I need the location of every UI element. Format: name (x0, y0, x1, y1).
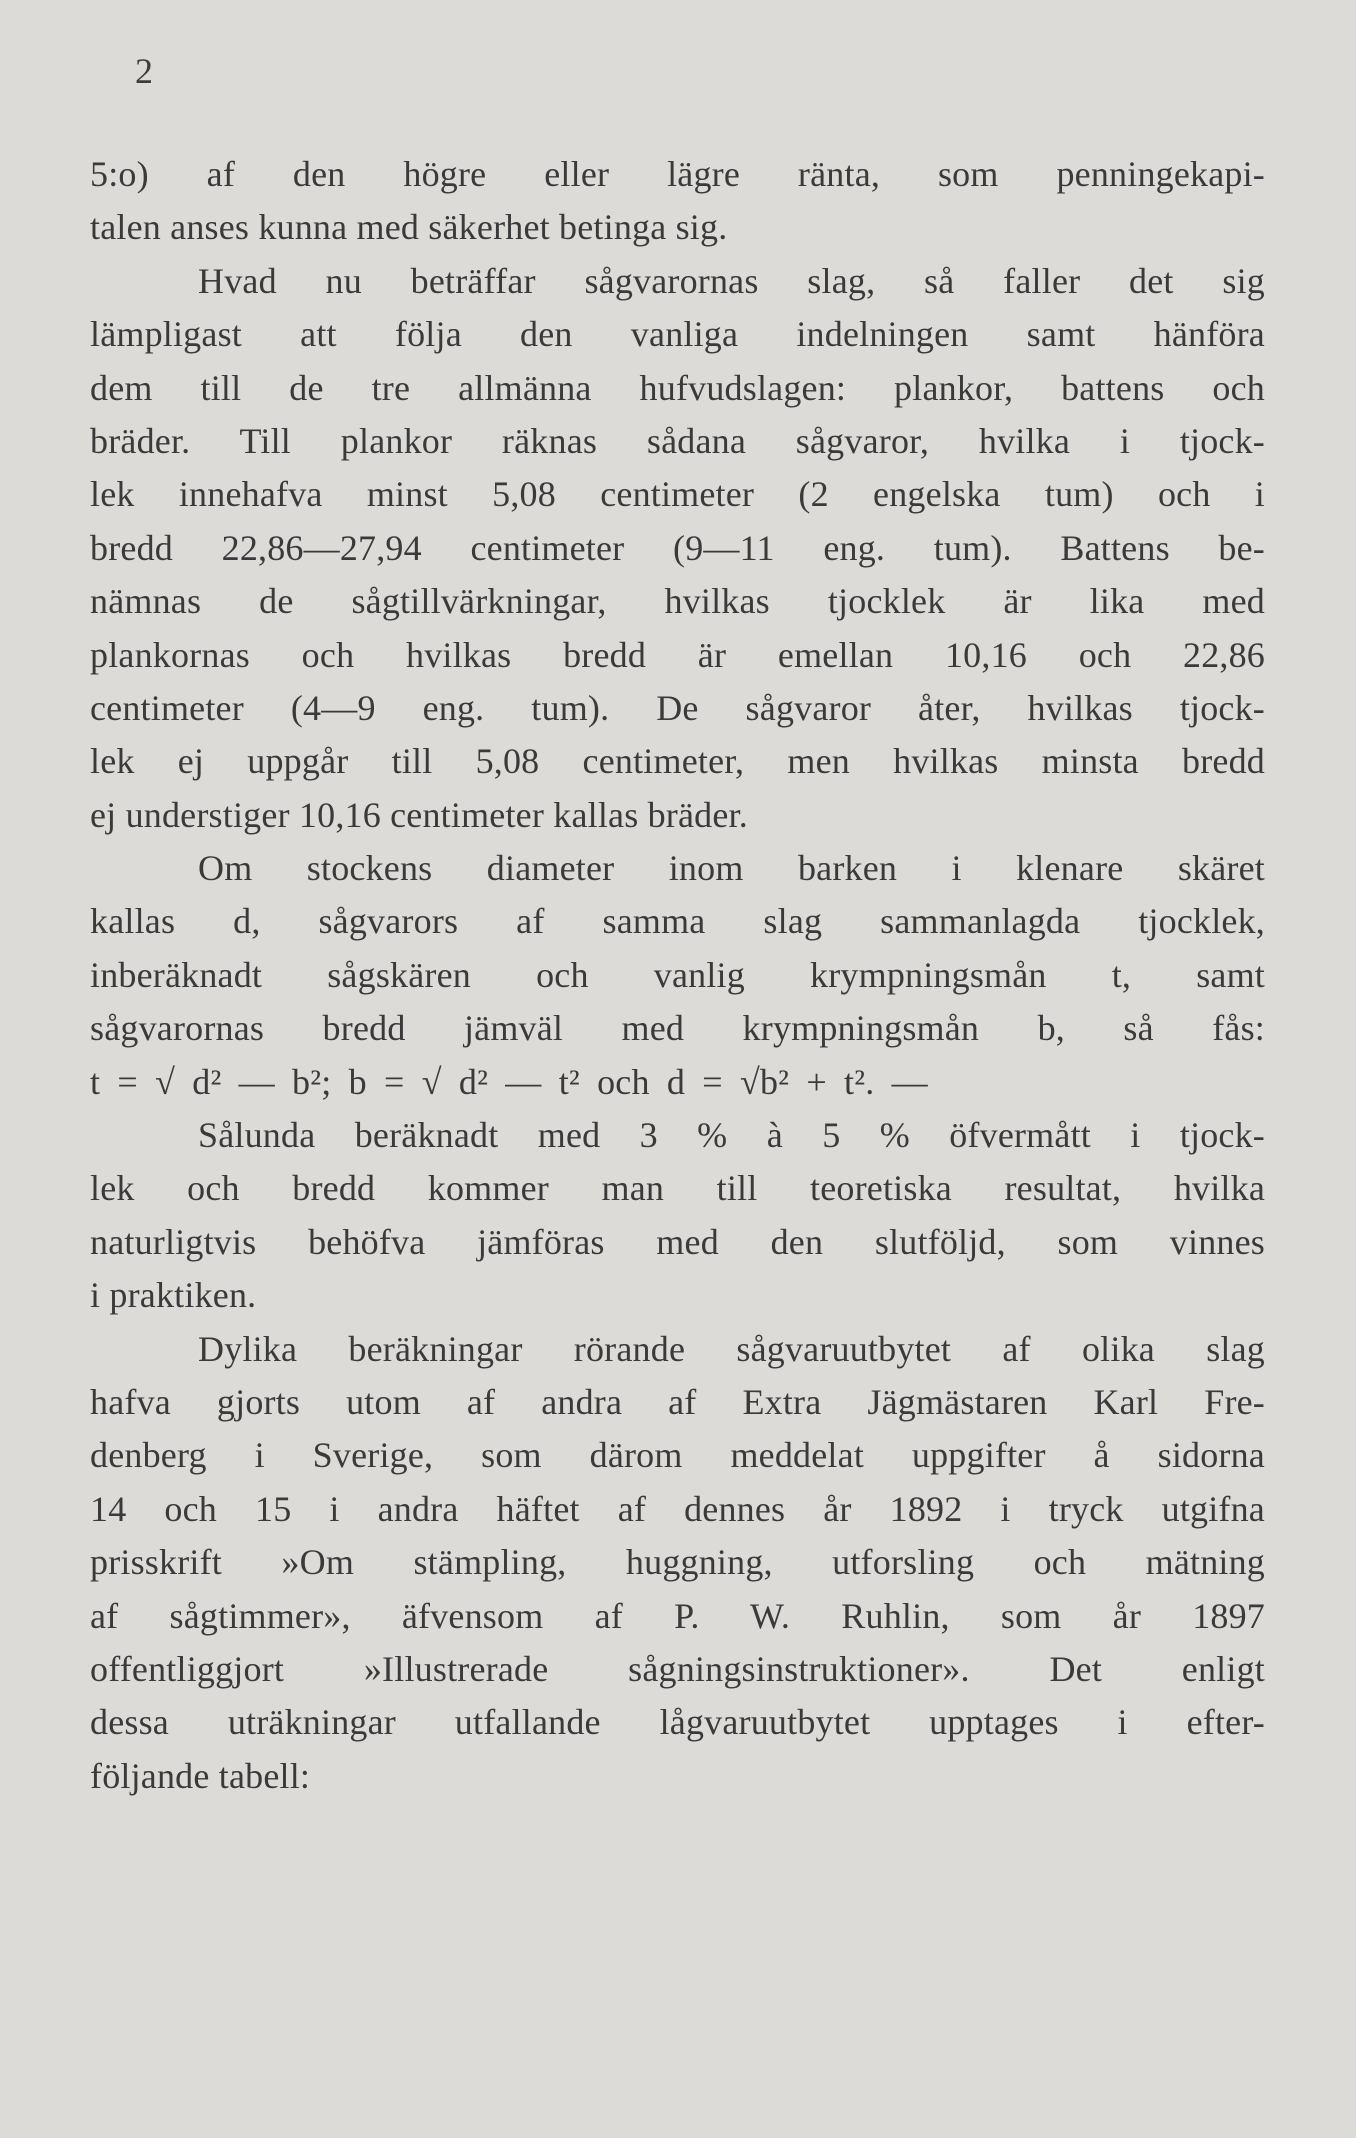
text-line: hafva gjorts utom af andra af Extra Jägmästaren Karl Fre- (90, 1381, 1265, 1422)
text-line: ej understiger 10,16 centimeter kallas bräder. (90, 794, 748, 835)
text-line: dessa uträkningar utfallande lågvaruutbytet upptages i efter- (90, 1702, 1265, 1743)
text-line: 14 och 15 i andra häftet af dennes år 1892 i tryck utgifna (90, 1488, 1265, 1529)
text-line: nämnas de sågtillvärkningar, hvilkas tjocklek är lika med (90, 581, 1265, 622)
text-line: i praktiken. (90, 1275, 257, 1316)
text-line: bredd 22,86—27,94 centimeter (9—11 eng. tum). Battens be- (90, 527, 1265, 568)
text-line: prisskrift »Om stämpling, huggning, utforsling och mätning (90, 1542, 1265, 1583)
text-line: talen anses kunna med säkerhet betinga sig. (90, 207, 728, 248)
text-line: af sågtimmer», äfvensom af P. W. Ruhlin, som år 1897 (90, 1595, 1265, 1636)
text-line: lek ej uppgår till 5,08 centimeter, men hvilkas minsta bredd (90, 741, 1265, 782)
text-line: Sålunda beräknadt med 3 % à 5 % öfvermått i tjock- (198, 1115, 1265, 1156)
text-line: naturligtvis behöfva jämföras med den slutföljd, som vinnes (90, 1221, 1265, 1262)
text-line: inberäknadt sågskären och vanlig krympningsmån t, samt (90, 954, 1265, 995)
text-line: följande tabell: (90, 1755, 311, 1796)
text-line: sågvarornas bredd jämväl med krympningsmån b, så fås: (90, 1008, 1265, 1049)
text-line: bräder. Till plankor räknas sådana sågvaror, hvilka i tjock- (90, 420, 1265, 461)
text-line: 5:o) af den högre eller lägre ränta, som penningekapi- (90, 154, 1265, 194)
text-line: centimeter (4—9 eng. tum). De sågvaror åter, hvilkas tjock- (90, 687, 1265, 728)
text-line: offentliggjort »Illustrerade sågningsinstruktioner». Det enligt (90, 1648, 1265, 1689)
body-text (90, 148, 1265, 1803)
text-line: plankornas och hvilkas bredd är emellan 10,16 och 22,86 (90, 634, 1265, 675)
text-line: lek innehafva minst 5,08 centimeter (2 engelska tum) och i (90, 474, 1265, 515)
text-line: lek och bredd kommer man till teoretiska resultat, hvilka (90, 1168, 1265, 1209)
page-number: 2 (135, 51, 153, 91)
formula-line: t = √ d² — b²; b = √ d² — t² och d = √b² + t². — (90, 1061, 928, 1102)
text-line: Om stockens diameter inom barken i klenare skäret (198, 848, 1265, 889)
text-line: lämpligast att följa den vanliga indelningen samt hänföra (90, 314, 1265, 355)
text-line: Dylika beräkningar rörande sågvaruutbytet af olika slag (198, 1328, 1265, 1369)
text-line: kallas d, sågvarors af samma slag sammanlagda tjocklek, (90, 901, 1265, 942)
text-line: denberg i Sverige, som därom meddelat uppgifter å sidorna (90, 1435, 1265, 1476)
text-line: dem till de tre allmänna hufvudslagen: plankor, battens och (90, 367, 1265, 408)
text-line: Hvad nu beträffar sågvarornas slag, så faller det sig (198, 260, 1265, 301)
